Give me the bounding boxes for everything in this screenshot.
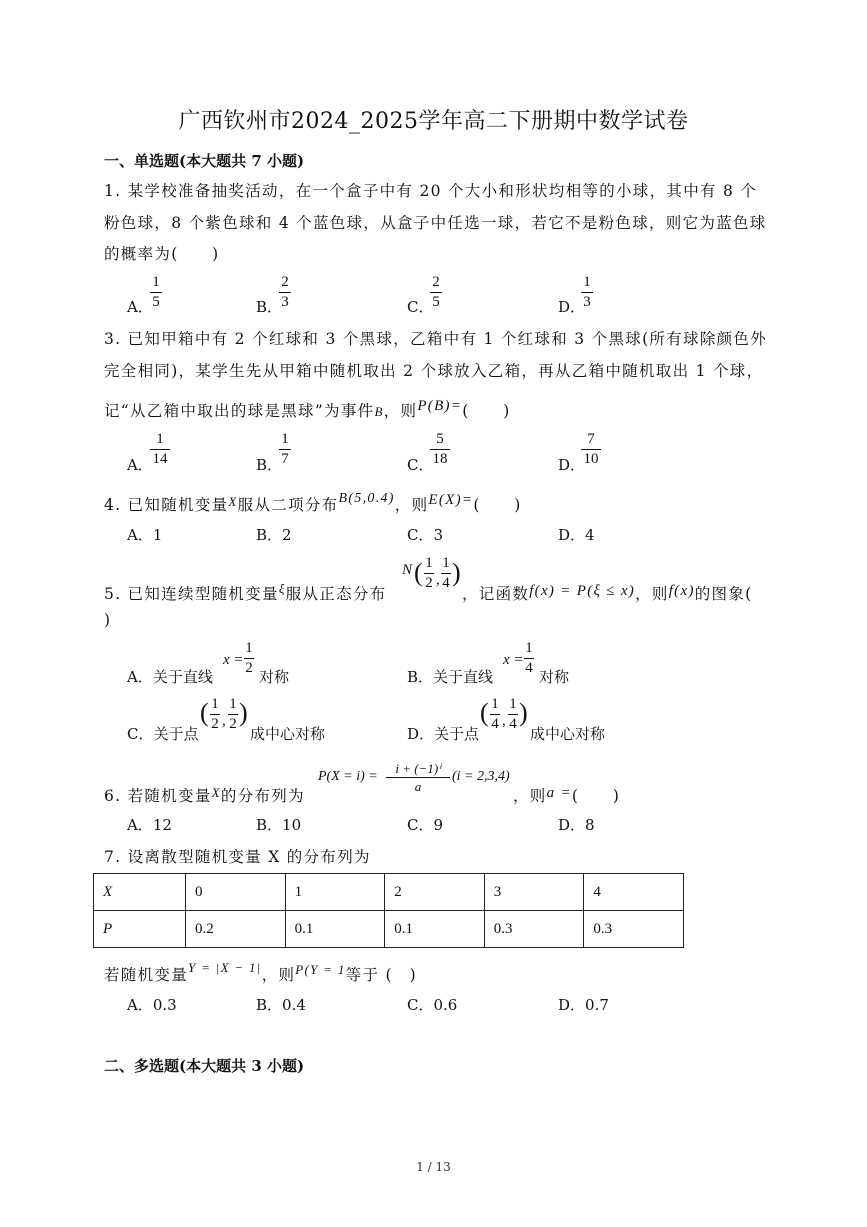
paren-open: ( [200, 698, 209, 727]
normal-mean-fraction: 1 2 [425, 555, 433, 591]
option-label: A．关于直线 [127, 668, 213, 686]
table-cell: 0.1 [285, 911, 385, 948]
option-tail: 成中心对称 [250, 725, 326, 743]
option-fraction: 1 5 [150, 275, 162, 310]
question-5-text-b: ，记函数f(x) = P(ξ ≤ x)，则f(x)的图象( [462, 583, 753, 603]
question-6-option-d[interactable]: D．8 [558, 816, 595, 834]
question-7-option-d[interactable]: D．0.7 [558, 996, 609, 1014]
option-fraction: 2 3 [279, 275, 291, 310]
question-1-line-3: 的概率为( ) [104, 245, 220, 263]
question-6-option-a[interactable]: A．12 [127, 816, 172, 834]
option-math: x = [223, 652, 244, 668]
normal-var-fraction: 1 4 [442, 555, 450, 591]
option-label: A． [127, 298, 153, 316]
option-label: C．关于点 [127, 725, 199, 743]
question-6-text-a: 6. 若随机变量$^X$的分布列为 [104, 785, 305, 805]
distribution-table [93, 873, 684, 948]
question-6-option-c[interactable]: C．9 [407, 816, 444, 834]
question-3-line-1: 3. 已知甲箱中有 2 个红球和 3 个黑球，乙箱中有 1 个红球和 3 个黑球(所有球除颜色外 [104, 330, 768, 348]
table-cell: 0.3 [584, 911, 684, 948]
option-fraction: 1 3 [581, 275, 593, 310]
option-fraction: 1 4 [525, 640, 533, 676]
question-4-option-b[interactable]: B．2 [256, 526, 292, 544]
option-label: A． [127, 456, 153, 474]
option-tail: 对称 [259, 668, 290, 686]
option-math: x = [503, 652, 524, 668]
comma: , [436, 572, 440, 588]
paren-close: ) [452, 558, 461, 587]
option-label: C． [407, 298, 434, 316]
section-heading-multiple-choice: 二、多选题(本大题共 3 小题) [104, 1057, 305, 1075]
paren-close: ) [239, 698, 248, 727]
option-label: D．关于点 [407, 725, 480, 743]
question-1-line-1: 1. 某学校准备抽奖活动，在一个盒子中有 20 个大小和形状均相等的小球，其中有 8 个 [104, 182, 758, 200]
question-4-option-a[interactable]: A．1 [127, 526, 163, 544]
option-fraction: 1 2 [211, 696, 219, 732]
comma: , [222, 713, 226, 729]
table-cell: 0.2 [186, 911, 286, 948]
option-fraction: 1 7 [279, 432, 291, 467]
comma: , [502, 713, 506, 729]
option-label: D． [558, 456, 586, 474]
question-7-text: 7. 设离散型随机变量 X 的分布列为 [104, 848, 371, 866]
distribution-lhs: P(X = i) = [318, 769, 378, 784]
option-label: B．关于直线 [407, 668, 494, 686]
question-7-option-a[interactable]: A．0.3 [127, 996, 177, 1014]
option-fraction: 1 4 [509, 696, 517, 732]
question-3-line-3: 记“从乙箱中取出的球是黑球”为事件B，则P(B)=( ) [104, 398, 511, 420]
option-label: C． [407, 456, 434, 474]
table-cell: 0.1 [385, 911, 485, 948]
option-tail: 成中心对称 [530, 725, 606, 743]
distribution-condition: (i = 2,3,4) [452, 769, 510, 784]
option-fraction: 5 18 [430, 432, 450, 467]
table-row [94, 874, 684, 911]
table-cell: 2 [385, 874, 485, 911]
question-7-option-c[interactable]: C．0.6 [407, 996, 458, 1014]
section-heading-single-choice: 一、单选题(本大题共 7 小题) [104, 152, 305, 170]
paren-close: ) [519, 698, 528, 727]
option-fraction: 2 5 [430, 275, 442, 310]
table-cell: 4 [584, 874, 684, 911]
question-4-option-d[interactable]: D．4 [558, 526, 595, 544]
question-1-line-2: 粉色球，8 个紫色球和 4 个蓝色球，从盒子中任选一球，若它不是粉色球，则它为蓝色球 [104, 214, 767, 232]
option-label: B． [256, 298, 283, 316]
option-fraction: 1 2 [245, 640, 253, 676]
paren-open: ( [414, 558, 423, 587]
option-tail: 对称 [539, 668, 570, 686]
question-4-text: 4. 已知随机变量$^X$服从二项分布B(5,0.4)，则E(X)=( ) [104, 491, 522, 514]
paren-open: ( [480, 698, 489, 727]
question-7-followup: 若随机变量$^{Y = |X - 1|}$，则$^{P(Y = 1}$等于 ( ) [104, 960, 417, 984]
question-6-option-b[interactable]: B．10 [256, 816, 302, 834]
option-fraction: 1 14 [150, 432, 170, 467]
page-title: 广西钦州市2024_2025学年高二下册期中数学试卷 [178, 109, 689, 134]
page-number: 1 / 13 [416, 1160, 451, 1174]
table-cell: 0 [186, 874, 286, 911]
distribution-fraction: i + (−1)ⁱ a [386, 762, 450, 793]
option-fraction: 7 10 [581, 432, 601, 467]
table-cell: 3 [484, 874, 584, 911]
table-header-p: P [94, 911, 186, 948]
option-fraction: 1 4 [491, 696, 499, 732]
option-label: D． [558, 298, 586, 316]
question-7-option-b[interactable]: B．0.4 [256, 996, 306, 1014]
table-cell: 1 [285, 874, 385, 911]
question-5-text-c: ) [104, 611, 112, 629]
question-3-line-2: 完全相同)，某学生先从甲箱中随机取出 2 个球放入乙箱，再从乙箱中随机取出 1 个球， [104, 362, 764, 380]
table-cell: 0.3 [484, 911, 584, 948]
option-fraction: 1 2 [229, 696, 237, 732]
table-row [94, 911, 684, 948]
question-6-text-b: ，则a =( ) [513, 785, 621, 805]
table-header-x: X [94, 874, 186, 911]
question-5-text-a: 5. 已知连续型随机变量$^\xi$服从正态分布 [104, 581, 387, 603]
option-label: B． [256, 456, 283, 474]
question-4-option-c[interactable]: C．3 [407, 526, 444, 544]
normal-dist-symbol: N [402, 562, 413, 578]
